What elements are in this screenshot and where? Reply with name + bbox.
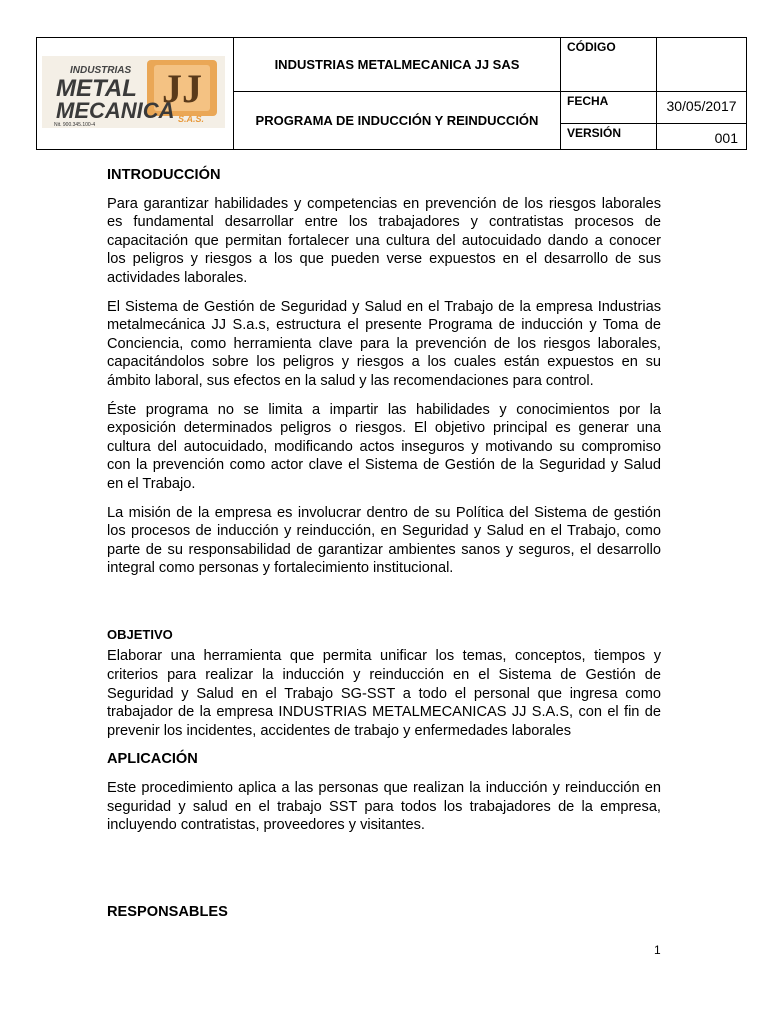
logo-word-mecanica: MECANICA bbox=[56, 98, 175, 123]
fecha-label: FECHA bbox=[561, 92, 656, 124]
heading-aplicacion: APLICACIÓN bbox=[107, 751, 198, 768]
logo-word-metal: METAL bbox=[56, 75, 137, 102]
company-logo-graphic bbox=[42, 56, 225, 128]
version-value: 001 bbox=[714, 130, 738, 146]
intro-paragraph-3: Éste programa no se limita a impartir las habilidades y conocimientos por la exposición determinados peligros o riesgos. El objetivo principal es generar una cultura del autocuidado, modificando actos inseguros y motivando su compromiso con la prevención como actor clave el Sistema de Gestión de la Seguridad y Salud en el Trabajo. bbox=[107, 401, 661, 492]
heading-introduccion: INTRODUCCIÓN bbox=[107, 167, 221, 183]
logo-cell bbox=[37, 38, 234, 150]
company-logo bbox=[42, 56, 225, 128]
intro-paragraph-2: El Sistema de Gestión de Seguridad y Salud en el Trabajo de la empresa Industrias metalmecánica JJ S.a.s, estructura el presente Programa de inducción y Toma de Conciencia, como herramienta clave para la prevención de los riesgos laborales, capacitándolos sobre los peligros y riesgos a los cuales están expuestos en su ámbito laboral, sus efectos en la salud y las recomendaciones para control. bbox=[107, 298, 661, 389]
logo-top-text: INDUSTRIAS bbox=[70, 65, 132, 76]
codigo-label: CÓDIGO bbox=[561, 38, 657, 92]
page-number: 1 bbox=[654, 943, 661, 957]
document-header-table bbox=[36, 37, 747, 150]
version-label: VERSIÓN bbox=[567, 126, 622, 140]
codigo-value bbox=[657, 38, 747, 92]
logo-nit: Nit. 900.345.100-4 bbox=[54, 122, 96, 128]
intro-paragraph-1: Para garantizar habilidades y competencias en prevención de los riesgos laborales es fundamental desarrollar entre los trabajadores y contratistas procesos de capacitación que permitan fortalecer una cultura del autocuidado dando a conocer los peligros y riesgos a los que pueden verse expuestos en el desarrollo de sus actividades laborales. bbox=[107, 195, 661, 286]
aplicacion-paragraph: Este procedimiento aplica a las personas que realizan la inducción y reinducción en seguridad y salud en el trabajo SST para todos los trabajadores de la empresa, incluyendo contratistas, proveedores y visitantes. bbox=[107, 780, 661, 834]
objetivo-paragraph: Elaborar una herramienta que permita unificar los temas, conceptos, tiempos y criterios para realizar la inducción y reinducción en el Sistema de Gestión de Seguridad y Salud en el Trabajo SG-SST a todo el personal que ingresa como trabajador de la empresa INDUSTRIAS METALMECANICAS JJ S.A.S, con el fin de prevenir los incidentes, accidentes de trabajo y enfermedades laborales bbox=[107, 648, 661, 739]
heading-responsables: RESPONSABLES bbox=[107, 903, 228, 920]
logo-suffix: S.A.S. bbox=[178, 114, 205, 124]
label-stack bbox=[561, 92, 657, 150]
document-body bbox=[107, 160, 661, 931]
fecha-value: 30/05/2017 bbox=[657, 92, 746, 124]
heading-objetivo: OBJETIVO bbox=[107, 626, 173, 642]
program-title: PROGRAMA DE INDUCCIÓN Y REINDUCCIÓN bbox=[234, 92, 561, 150]
intro-paragraph-4: La misión de la empresa es involucrar dentro de su Política del Sistema de gestión los procesos de inducción y reinducción, en Seguridad y Salud en el Trabajo, como parte de su responsabilidad de garantizar ambientes sanos y seguros, el desarrollo integral como personas y fortalecimiento institucional. bbox=[107, 504, 661, 577]
company-name: INDUSTRIAS METALMECANICA JJ SAS bbox=[234, 38, 561, 92]
value-stack bbox=[657, 92, 747, 150]
logo-monogram: JJ bbox=[162, 66, 202, 111]
